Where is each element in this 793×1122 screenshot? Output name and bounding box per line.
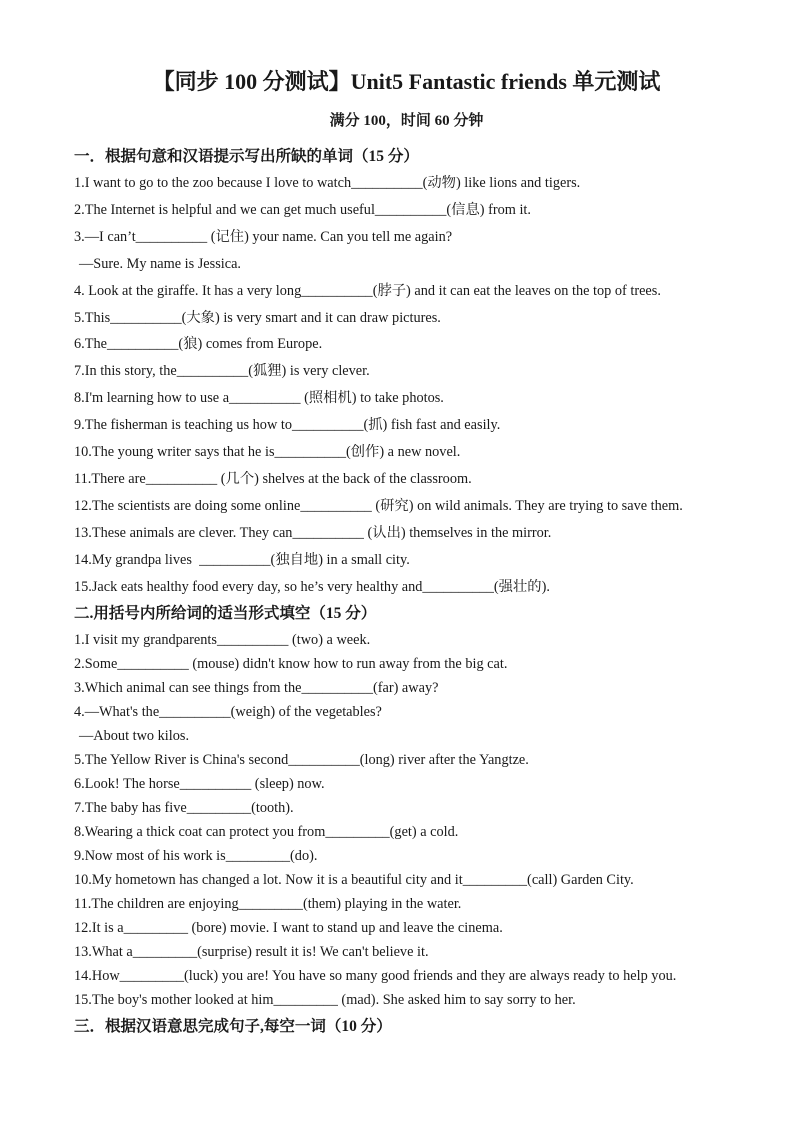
question-line: 15.Jack eats healthy food every day, so he’s very healthy and__________(强壮的). (74, 578, 550, 595)
question-line: 13.What a_________(surprise) result it is! We can't believe it. (74, 943, 429, 960)
question-line: 1.I want to go to the zoo because I love to watch__________(动物) like lions and tigers. (74, 175, 581, 191)
question-line: 5.The Yellow River is China's second__________(long) river after the Yangtze. (74, 751, 529, 768)
question-line: 10.My hometown has changed a lot. Now it is a beautiful city and it_________(call) Garden City. (74, 871, 634, 888)
page-subtitle: 满分 100，时间 60 分钟 (329, 113, 484, 129)
page-title: 【同步 100 分测试】Unit5 Fantastic friends 单元测试 (152, 69, 661, 94)
question-line: 12.It is a_________ (bore) movie. I want to stand up and leave the cinema. (74, 919, 503, 936)
question-line: 7.The baby has five_________(tooth). (74, 799, 294, 816)
question-line: 9.Now most of his work is_________(do). (74, 847, 318, 864)
question-line: 13.These animals are clever. They can__________ (认出) themselves in the mirror. (74, 524, 552, 541)
section-1 (74, 146, 739, 601)
question-line: 14.How_________(luck) you are! You have so many good friends and they are always ready to help you. (74, 967, 677, 984)
question-line: 8.Wearing a thick coat can protect you from_________(get) a cold. (74, 823, 459, 840)
question-line: 2.The Internet is helpful and we can get much useful__________(信息) from it. (74, 201, 531, 218)
question-line: 12.The scientists are doing some online__________ (研究) on wild animals. They are trying to save them. (74, 497, 683, 514)
section-3-heading: 三．根据汉语意思完成句子,每空一词（10 分） (74, 1017, 392, 1035)
question-line: 10.The young writer says that he is__________(创作) a new novel. (74, 444, 461, 461)
question-line: 4.—What's the__________(weigh) of the vegetables? (74, 703, 382, 720)
question-line: 3.—I can’t__________ (记住) your name. Can you tell me again? (74, 228, 453, 245)
question-line: 8.I'm learning how to use a__________ (照相机) to take photos. (74, 390, 444, 407)
question-line: 6.Look! The horse__________ (sleep) now. (74, 775, 325, 792)
question-line: 7.In this story, the__________(狐狸) is very clever. (74, 363, 370, 380)
section-2-heading: 二.用括号内所给词的适当形式填空（15 分） (74, 604, 377, 622)
question-line: 11.There are__________ (几个) shelves at the back of the classroom. (74, 470, 472, 487)
question-line: —Sure. My name is Jessica. (79, 255, 242, 272)
question-line: 14.My grandpa lives __________(独自地) in a small city. (74, 551, 410, 568)
section-1-heading: 一．根据句意和汉语提示写出所缺的单词（15 分） (74, 148, 419, 165)
question-line: 2.Some__________ (mouse) didn't know how to run away from the big cat. (74, 655, 508, 672)
section-2 (74, 603, 739, 1012)
question-line: 6.The__________(狼) comes from Europe. (74, 336, 323, 353)
question-line: 11.The children are enjoying_________(them) playing in the water. (74, 895, 462, 912)
question-line: 5.This__________(大象) is very smart and it can draw pictures. (74, 309, 441, 326)
question-line: 3.Which animal can see things from the__________(far) away? (74, 679, 439, 696)
section-2-lines (74, 628, 739, 1012)
question-line: 15.The boy's mother looked at him_________ (mad). She asked him to say sorry to her. (74, 991, 576, 1008)
question-line: 4. Look at the giraffe. It has a very long__________(脖子) and it can eat the leaves on the top of trees. (74, 282, 661, 299)
question-line: —About two kilos. (79, 727, 190, 744)
section-1-lines (74, 170, 739, 601)
section-3 (74, 1016, 739, 1037)
question-line: 1.I visit my grandparents__________ (two) a week. (74, 631, 371, 648)
question-line: 9.The fisherman is teaching us how to__________(抓) fish fast and easily. (74, 417, 501, 434)
